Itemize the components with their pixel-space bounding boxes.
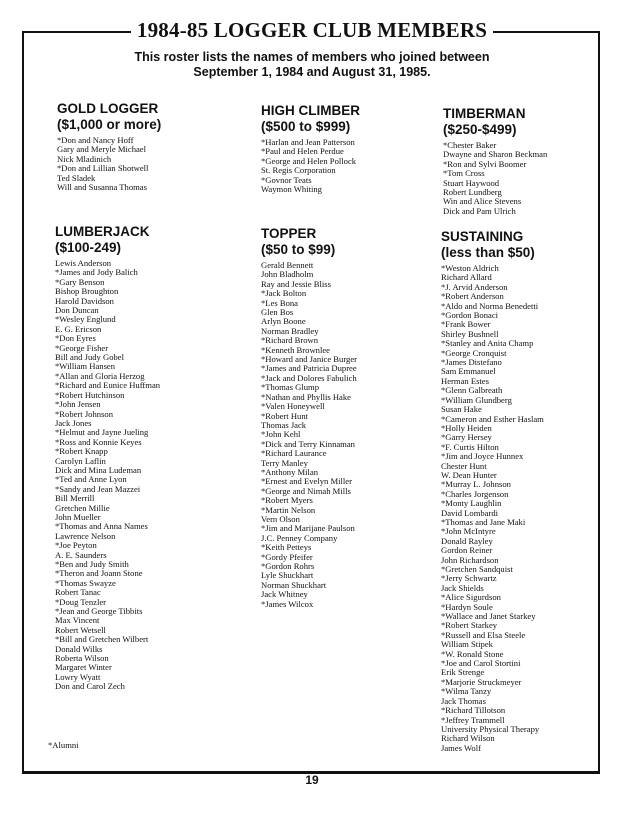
subtitle-line-2: September 1, 1984 and August 31, 1985. (193, 65, 431, 79)
member-name: *Theron and Joann Stone (55, 568, 143, 579)
member-name: *William Glundberg (441, 394, 512, 405)
member-name: Sam Emmanuel (441, 366, 496, 377)
member-name: Dick and Mina Ludeman (55, 464, 142, 475)
section-heading: GOLD LOGGER (57, 101, 159, 116)
member-name: Richard Wilson (441, 733, 495, 744)
member-name: *John McIntyre (441, 526, 496, 537)
member-name: *James Distefano (441, 357, 502, 368)
member-name: *Robert Knapp (55, 446, 108, 457)
member-name: *Robert Anderson (441, 291, 504, 302)
member-name: Jack Whitney (261, 589, 308, 600)
member-name: *Nathan and Phyllis Hake (261, 391, 351, 402)
member-name: *Ben and Judy Smith (55, 559, 129, 569)
member-name: Lyle Shuckhart (261, 570, 314, 581)
member-name: *Richard and Eunice Huffman (55, 380, 161, 391)
member-name: *John Kehl (261, 429, 301, 440)
member-name: *James Wilcox (261, 598, 314, 609)
member-name: *Robert Myers (261, 495, 313, 506)
member-name: Robert Tanac (55, 587, 101, 598)
member-name: *Russell and Elsa Steele (441, 629, 526, 640)
member-name: *Jeffrey Trammell (441, 714, 505, 725)
member-name: *George Cronquist (441, 347, 507, 358)
member-name: *Charles Jorgenson (441, 488, 509, 499)
member-name: St. Regis Corporation (261, 165, 336, 176)
member-name: *Weston Aldrich (441, 263, 499, 273)
member-name: *Richard Laurance (261, 448, 327, 459)
member-name: Ray and Jessie Bliss (261, 278, 331, 289)
member-name: Susan Hake (441, 404, 482, 415)
alumni-footnote: *Alumni (48, 740, 79, 750)
member-name: Margaret Winter (55, 662, 112, 673)
member-name: *Allan and Gloria Herzog (55, 370, 145, 381)
member-name: *Murray L. Johnson (441, 479, 511, 490)
member-name: *Paul and Helen Perdue (261, 146, 344, 157)
member-name: Max Vincent (55, 615, 100, 626)
member-name: *Jean and George Tibbits (55, 606, 143, 617)
member-name: Richard Allard (441, 272, 492, 283)
section-range: ($50 to $99) (261, 242, 336, 257)
section-topper (261, 226, 357, 609)
member-name: W. Dean Hunter (441, 469, 497, 480)
section-timberman (443, 106, 547, 216)
member-name: Nick Mladinich (57, 153, 112, 164)
member-name: *Jim and Joyce Hunnex (441, 451, 524, 462)
member-name: *Aldo and Norma Benedetti (441, 300, 539, 311)
member-name: *Wilma Tanzy (441, 686, 492, 697)
member-name: *Cameron and Esther Haslam (441, 413, 544, 424)
member-name: Vern Olson (261, 513, 300, 524)
member-name: *Ted and Anne Lyon (55, 474, 127, 485)
section-range: (less than $50) (441, 245, 535, 260)
member-name: *Robert Hunt (261, 410, 309, 421)
member-name: John Mueller (55, 511, 101, 522)
member-name: *Gretchen Sandquist (441, 564, 513, 574)
member-name: *Howard and Janice Burger (261, 354, 358, 365)
member-name: *Valen Honeywell (261, 401, 325, 412)
member-name: *Dick and Terry Kinnaman (261, 438, 355, 449)
member-name: *Robert Starkey (441, 620, 498, 631)
section-lumberjack (55, 224, 160, 692)
member-name: *Monty Laughlin (441, 498, 502, 509)
member-name: *Martin Nelson (261, 504, 316, 515)
member-name: *Wesley Englund (55, 314, 116, 325)
member-name: Chester Hunt (441, 460, 487, 471)
member-name: Thomas Jack (261, 419, 307, 430)
member-name: Ted Sladek (57, 172, 96, 183)
member-name: *Marjorie Struckmeyer (441, 676, 522, 687)
subtitle-line-1: This roster lists the names of members who joined between (134, 50, 490, 64)
member-name: Jack Thomas (441, 695, 486, 706)
section-heading: LUMBERJACK (55, 224, 150, 239)
member-list (261, 261, 357, 609)
member-name: *Tom Cross (443, 168, 485, 179)
member-name: Herman Estes (441, 375, 489, 386)
member-name: Dwayne and Sharon Beckman (443, 149, 548, 160)
member-name: *George and Nimah Mills (261, 485, 351, 496)
member-name: *Wallace and Janet Starkey (441, 611, 536, 622)
member-name: Arlyn Boone (261, 316, 306, 327)
member-name: University Physical Therapy (441, 723, 540, 734)
page-number: 19 (305, 773, 319, 787)
member-name: *Govnor Teats (261, 174, 312, 185)
member-name: Terry Manley (261, 457, 308, 468)
member-name: Lowry Wyatt (55, 671, 101, 682)
section-range: ($1,000 or more) (57, 117, 162, 132)
member-name: *Bill and Gretchen Wilbert (55, 634, 149, 645)
section-range: ($500 to $999) (261, 119, 351, 134)
member-name: *Richard Brown (261, 335, 319, 346)
member-name: Norman Shuckhart (261, 579, 327, 590)
member-name: Bill and Judy Gobel (55, 352, 124, 363)
section-range: ($100-249) (55, 240, 122, 255)
member-list (57, 136, 161, 192)
member-list (443, 141, 547, 216)
member-name: Jack Shields (441, 582, 484, 593)
member-name: *George Fisher (55, 342, 109, 353)
section-gold-logger (57, 101, 161, 192)
member-name: *Thomas and Jane Maki (441, 516, 526, 527)
member-name: *Richard Tillotson (441, 705, 506, 716)
page-title: 1984-85 LOGGER CLUB MEMBERS (0, 18, 624, 43)
member-name: Stuart Haywood (443, 177, 500, 188)
member-name: Jack Jones (55, 417, 92, 428)
member-name: David Lombardi (441, 507, 499, 518)
member-name: *Ross and Konnie Keyes (55, 436, 142, 447)
section-heading: TIMBERMAN (443, 106, 526, 121)
member-name: *Joe Peyton (55, 540, 97, 551)
member-name: *F. Curtis Hilton (441, 441, 499, 452)
member-name: *Keith Petteys (261, 542, 312, 553)
member-name: Shirley Bushnell (441, 328, 499, 339)
member-name: Waymon Whiting (261, 184, 322, 195)
member-name: *John Jensen (55, 399, 101, 410)
member-name: *Garry Hersey (441, 432, 492, 443)
member-name: Roberta Wilson (55, 653, 109, 664)
section-range: ($250-$499) (443, 122, 517, 137)
member-name: Donald Rayley (441, 535, 493, 546)
member-name: *Thomas and Anna Names (55, 521, 148, 532)
member-name: E. G. Ericson (55, 323, 102, 334)
member-name: Donald Wilks (55, 643, 103, 654)
member-name: Erik Strenge (441, 667, 485, 678)
member-name: *Glenn Galbreath (441, 385, 503, 396)
member-name: Bill Merrill (55, 493, 95, 504)
member-name: Norman Bradley (261, 325, 319, 336)
member-name: Dick and Pam Ulrich (443, 205, 516, 216)
member-name: Robert Wetsell (55, 624, 106, 635)
section-heading: TOPPER (261, 226, 317, 241)
member-name: *Doug Tenzler (55, 596, 107, 607)
member-name: Gordon Reiner (441, 545, 493, 556)
section-sustaining (441, 229, 544, 753)
member-name: *Holly Heiden (441, 422, 492, 433)
member-name: John Richardson (441, 554, 499, 565)
member-name: Win and Alice Stevens (443, 196, 522, 207)
member-name: *Robert Johnson (55, 408, 114, 419)
member-name: Don and Carol Zech (55, 681, 125, 692)
member-name: Glen Bos (261, 307, 294, 318)
member-name: *Kenneth Brownlee (261, 344, 330, 355)
member-name: *Stanley and Anita Champ (441, 338, 534, 349)
member-name: *Jack Bolton (261, 288, 307, 299)
section-heading: HIGH CLIMBER (261, 103, 360, 118)
member-list (55, 259, 160, 692)
member-name: A. E. Saunders (55, 549, 107, 560)
member-name: *Ron and Sylvi Boomer (443, 158, 527, 169)
member-name: *Anthony Milan (261, 466, 319, 477)
member-name: *Les Bona (261, 297, 298, 308)
member-name: *Gordon Bonaci (441, 310, 499, 321)
member-name: Carolyn Laflin (55, 455, 106, 466)
subtitle (0, 50, 624, 80)
member-name: Gerald Bennett (261, 260, 314, 270)
member-name: *William Hansen (55, 361, 116, 372)
member-name: *Don and Lillian Shotwell (57, 163, 149, 174)
member-name: *Jerry Schwartz (441, 573, 497, 584)
member-name: J.C. Penney Company (261, 532, 338, 543)
member-name: Harold Davidson (55, 295, 114, 306)
member-name: *Helmut and Jayne Jueling (55, 427, 149, 438)
member-name: *George and Helen Pollock (261, 155, 357, 166)
member-name: *Don Eyres (55, 333, 96, 344)
member-name: *Thomas Glump (261, 382, 320, 393)
member-name: *W. Ronald Stone (441, 648, 504, 659)
member-name: Gary and Meryle Michael (57, 144, 147, 155)
member-name: Lawrence Nelson (55, 530, 116, 541)
member-name: Robert Lundberg (443, 187, 502, 198)
member-name: *Alice Sigurdson (441, 592, 501, 603)
member-name: *Gordon Rohrs (261, 561, 315, 571)
member-name: *James and Patricia Dupree (261, 363, 357, 374)
member-name: Will and Susanna Thomas (57, 182, 147, 193)
member-name: *Gary Benson (55, 276, 105, 287)
member-name: Bishop Broughton (55, 286, 119, 297)
member-name: John Bladholm (261, 269, 314, 280)
member-name: *Frank Bower (441, 319, 491, 330)
member-name: William Stipek (441, 639, 493, 650)
member-name: *J. Arvid Anderson (441, 281, 508, 292)
member-name: Gretchen Millie (55, 502, 110, 513)
member-list (441, 264, 544, 753)
member-name: *Gordy Pfeifer (261, 551, 313, 562)
member-name: James Wolf (441, 742, 481, 753)
member-name: *Hardyn Soule (441, 601, 493, 612)
member-name: *Jack and Dolores Fabulich (261, 372, 357, 383)
member-name: *Robert Hutchinson (55, 389, 125, 400)
member-name: *Joe and Carol Stortini (441, 658, 521, 669)
member-name: *Jim and Marijane Paulson (261, 523, 355, 534)
member-name: *James and Jody Balich (55, 267, 138, 278)
member-name: *Harlan and Jean Patterson (261, 137, 355, 147)
member-name: *Chester Baker (443, 140, 497, 150)
member-name: *Thomas Swayze (55, 577, 116, 588)
member-list (261, 138, 360, 194)
member-name: Lewis Anderson (55, 258, 112, 268)
section-high-climber (261, 103, 360, 194)
member-name: Don Duncan (55, 305, 99, 316)
member-name: *Don and Nancy Hoff (57, 135, 134, 145)
section-heading: SUSTAINING (441, 229, 524, 244)
member-name: *Ernest and Evelyn Miller (261, 476, 352, 487)
member-name: *Sandy and Jean Mazzei (55, 483, 141, 494)
